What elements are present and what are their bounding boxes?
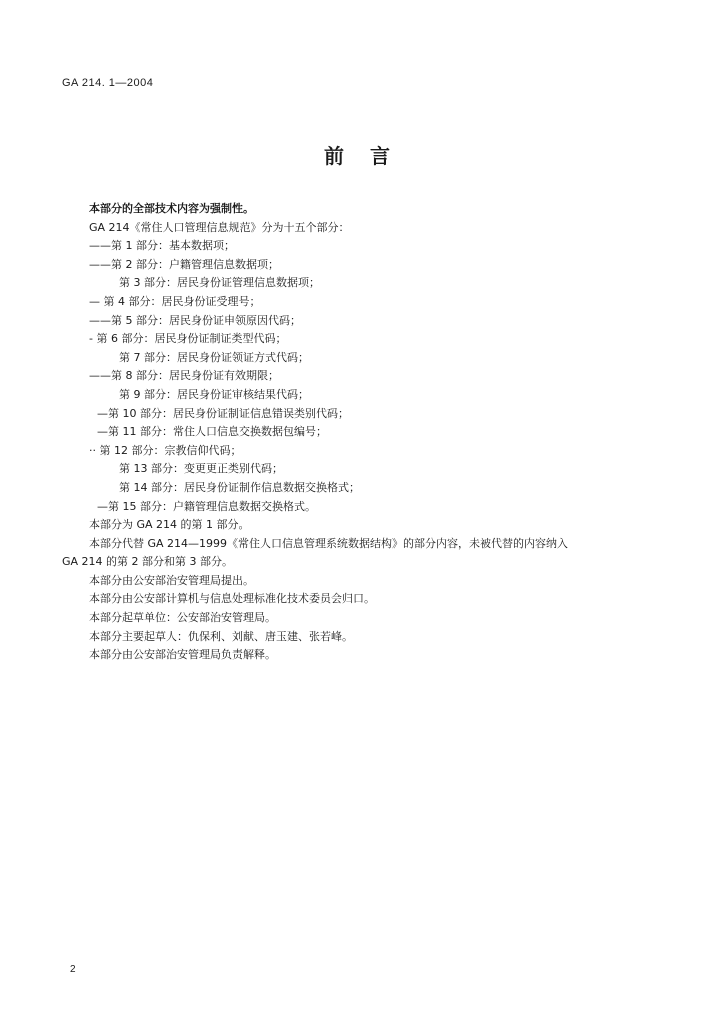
foreword-line: ——第 2 部分：户籍管理信息数据项； bbox=[89, 257, 279, 271]
standard-code: GA 214. 1—2004 bbox=[62, 77, 154, 89]
foreword-line: 本部分由公安部计算机与信息处理标准化技术委员会归口。 bbox=[89, 592, 375, 606]
foreword-line: ——第 5 部分：居民身份证申领原因代码； bbox=[89, 313, 301, 327]
foreword-line: 本部分起草单位：公安部治安管理局。 bbox=[89, 611, 276, 625]
foreword-line: ——第 1 部分：基本数据项； bbox=[89, 239, 235, 253]
foreword-line: 本部分的全部技术内容为强制性。 bbox=[89, 202, 254, 215]
foreword-line: GA 214 的第 2 部分和第 3 部分。 bbox=[62, 555, 234, 569]
foreword-line: ·· 第 12 部分：宗教信仰代码； bbox=[89, 443, 242, 457]
foreword-line: 本部分由公安部治安管理局提出。 bbox=[89, 573, 254, 587]
foreword-line: 本部分主要起草人：仇保利、刘献、唐玉建、张若峰。 bbox=[89, 629, 353, 643]
foreword-line: —第 15 部分：户籍管理信息数据交换格式。 bbox=[97, 499, 316, 513]
foreword-line: 第 13 部分：变更更正类别代码； bbox=[119, 462, 283, 476]
foreword-line: 本部分为 GA 214 的第 1 部分。 bbox=[89, 518, 250, 532]
page-number: 2 bbox=[70, 964, 76, 975]
foreword-line: 第 7 部分：居民身份证领证方式代码； bbox=[119, 350, 309, 364]
foreword-line: GA 214《常住人口管理信息规范》分为十五个部分： bbox=[89, 220, 350, 234]
foreword-line: —第 11 部分：常住人口信息交换数据包编号； bbox=[97, 425, 327, 439]
page-title: 前言 bbox=[324, 144, 416, 168]
foreword-line: —第 10 部分：居民身份证制证信息错误类别代码； bbox=[97, 406, 349, 420]
foreword-line: - 第 6 部分：居民身份证制证类型代码； bbox=[89, 332, 287, 346]
foreword-line: 第 9 部分：居民身份证审核结果代码； bbox=[119, 387, 309, 401]
foreword-line: 第 14 部分：居民身份证制作信息数据交换格式； bbox=[119, 480, 360, 494]
foreword-line: — 第 4 部分：居民身份证受理号； bbox=[89, 294, 261, 308]
foreword-body bbox=[62, 200, 682, 665]
foreword-line: 第 3 部分：居民身份证管理信息数据项； bbox=[119, 276, 320, 290]
foreword-line: ——第 8 部分：居民身份证有效期限； bbox=[89, 369, 279, 383]
foreword-line: 本部分由公安部治安管理局负责解释。 bbox=[89, 648, 276, 662]
foreword-line: 本部分代替 GA 214—1999《常住人口信息管理系统数据结构》的部分内容，未被代替的内容纳入 bbox=[89, 536, 569, 550]
